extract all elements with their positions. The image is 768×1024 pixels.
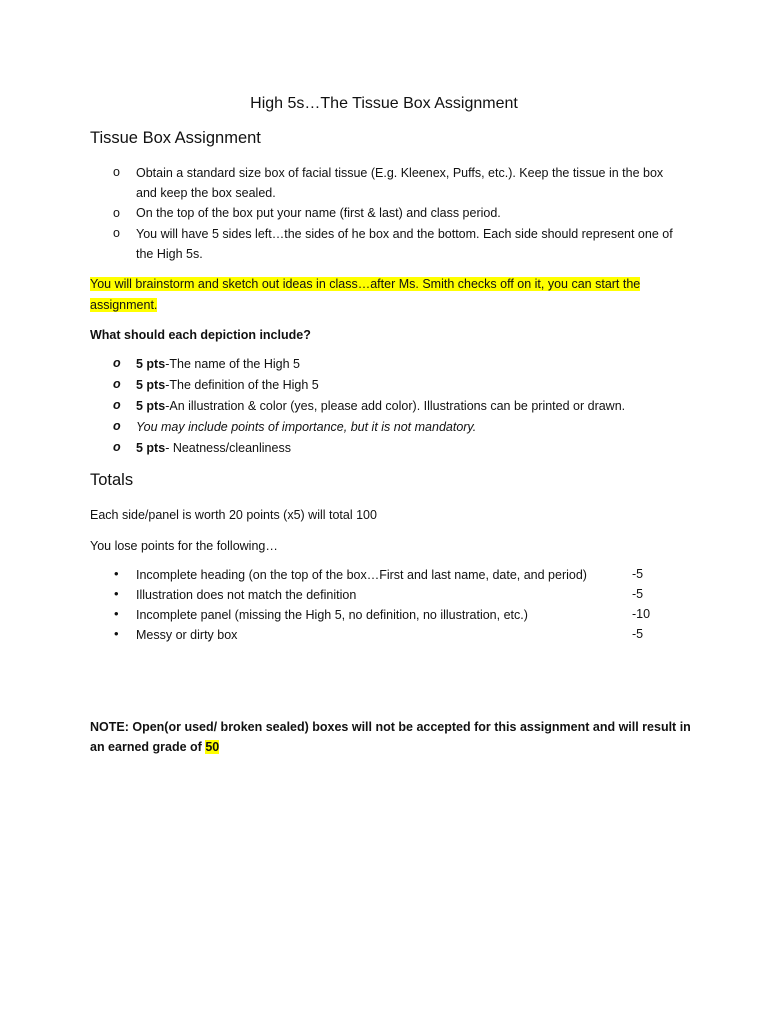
depiction-item-optional: You may include points of importance, but it is not mandatory. (136, 420, 477, 434)
depiction-item (136, 396, 625, 417)
lose-points-line: You lose points for the following… (90, 539, 278, 553)
depiction-text: - Neatness/cleanliness (165, 441, 291, 455)
highlight-note (90, 274, 640, 294)
list-marker: o (113, 377, 121, 391)
bullet-icon: • (114, 626, 119, 641)
deduction-points: -10 (632, 607, 651, 621)
depiction-item (136, 375, 319, 396)
list-marker: o (113, 440, 121, 454)
deduction-text: Illustration does not match the definition (136, 588, 357, 602)
list-marker: o (113, 398, 121, 412)
deduction-points: -5 (632, 567, 644, 581)
instruction-item: On the top of the box put your name (first & last) and class period. (136, 206, 501, 220)
bullet-icon: • (114, 566, 119, 581)
highlight-note-line: assignment. (90, 298, 158, 312)
depiction-text: -The name of the High 5 (165, 357, 300, 371)
note-text: an earned grade of (90, 740, 206, 754)
depiction-item (136, 438, 291, 459)
points-label: 5 pts (136, 378, 166, 392)
list-marker: o (113, 226, 120, 240)
deduction-text: Incomplete panel (missing the High 5, no definition, no illustration, etc.) (136, 608, 528, 622)
deduction-points: -5 (632, 627, 644, 641)
deduction-text: Messy or dirty box (136, 628, 238, 642)
highlight-note-continued (90, 295, 157, 315)
instruction-item: You will have 5 sides left…the sides of he box and the bottom. Each side should represent one of (136, 227, 673, 241)
note-line: NOTE: Open(or used/ broken sealed) boxes will not be accepted for this assignment and will result in (90, 720, 691, 734)
depiction-item (136, 354, 300, 375)
bullet-icon: • (114, 606, 119, 621)
note-grade: 50 (205, 740, 220, 754)
deduction-points: -5 (632, 587, 644, 601)
document-title: High 5s…The Tissue Box Assignment (250, 95, 518, 112)
instruction-item-continued: and keep the box sealed. (136, 186, 276, 200)
list-marker: o (113, 165, 120, 179)
deduction-text: Incomplete heading (on the top of the box…First and last name, date, and period) (136, 568, 587, 582)
bullet-icon: • (114, 586, 119, 601)
totals-line: Each side/panel is worth 20 points (x5) will total 100 (90, 508, 377, 522)
list-marker: o (113, 419, 121, 433)
points-label: 5 pts (136, 357, 166, 371)
points-label: 5 pts (136, 441, 166, 455)
note-line-continued (90, 737, 219, 757)
instruction-item: Obtain a standard size box of facial tissue (E.g. Kleenex, Puffs, etc.). Keep the tissue in the box (136, 166, 664, 180)
list-marker: o (113, 206, 120, 220)
section-heading-tissue-box: Tissue Box Assignment (90, 129, 261, 147)
highlight-note-line: You will brainstorm and sketch out ideas in class…after Ms. Smith checks off on it, you can start the (90, 277, 641, 291)
instruction-item-continued: the High 5s. (136, 247, 203, 261)
depiction-text: -The definition of the High 5 (165, 378, 319, 392)
depiction-question: What should each depiction include? (90, 328, 311, 342)
points-label: 5 pts (136, 399, 166, 413)
section-heading-totals: Totals (90, 471, 134, 489)
list-marker: o (113, 356, 121, 370)
depiction-text: -An illustration & color (yes, please add color). Illustrations can be printed or drawn. (165, 399, 626, 413)
